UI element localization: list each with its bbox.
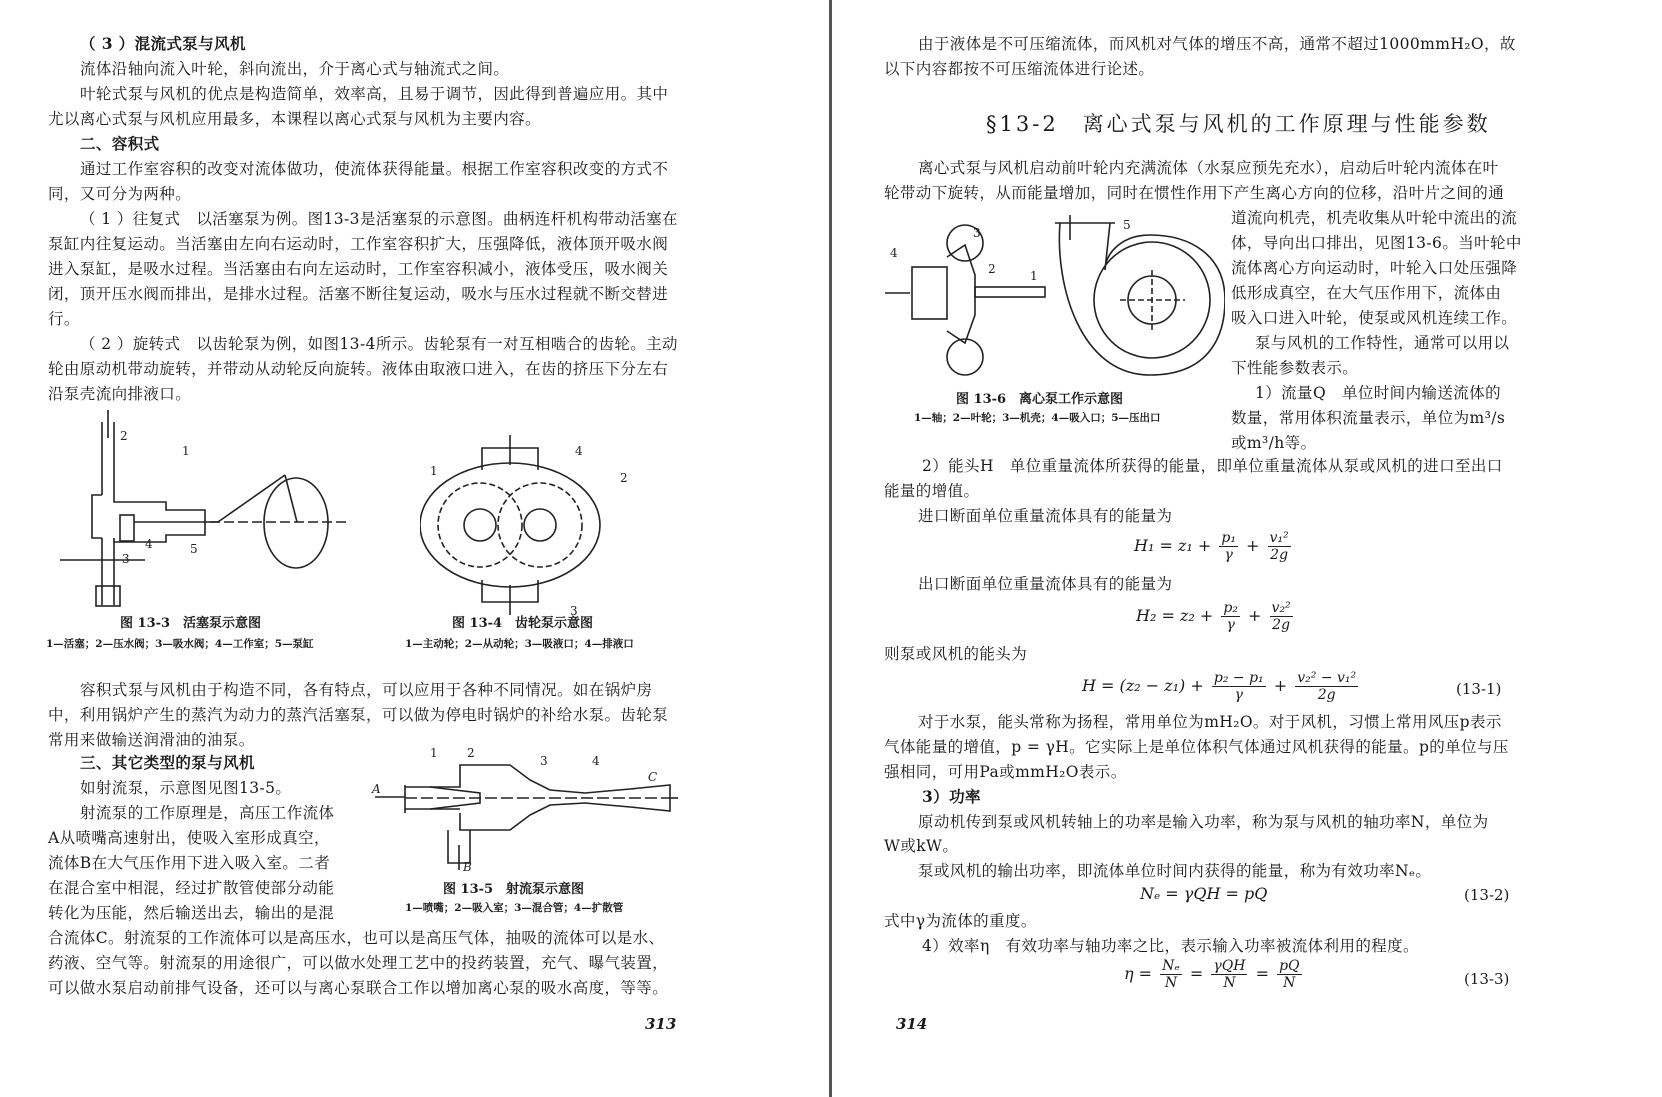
- svg-text:1: 1: [430, 746, 438, 760]
- text-line: 可以做水泵启动前排气设备，还可以与离心泵联合工作以增加离心泵的吸水高度，等等。: [48, 979, 669, 997]
- text-line: W或kW。: [884, 837, 959, 855]
- svg-text:1: 1: [1030, 269, 1038, 283]
- page-314: [834, 0, 1662, 1097]
- text-line: 由于液体是不可压缩流体，而风机对气体的增压不高，通常不超过1000mmH₂O，故: [918, 35, 1516, 53]
- text-line: 行。: [48, 310, 80, 328]
- equation-number: (13-2): [1464, 886, 1510, 904]
- text-line: 在混合室中相混，经过扩散管使部分动能: [48, 879, 335, 897]
- section-title: §13-2 离心式泵与风机的工作原理与性能参数: [986, 112, 1491, 136]
- svg-text:2: 2: [120, 429, 128, 443]
- text-line: 泵与风机的工作特性，通常可以用以: [1255, 334, 1510, 352]
- text-line: A从喷嘴高速射出，使吸入室形成真空，: [48, 829, 330, 847]
- jet-pump-diagram: [370, 745, 680, 875]
- figure-legend-13-4: 1—主动轮；2—从动轮；3—吸液口；4—排液口: [405, 638, 634, 650]
- text-line: 能量的增值。: [884, 482, 980, 500]
- subheading-power: 3）功率: [922, 787, 981, 806]
- svg-text:3: 3: [570, 604, 578, 618]
- heading-positive-displacement: 二、容积式: [80, 134, 160, 153]
- text-line: （ 1 ）往复式 以活塞泵为例。图13-3是活塞泵的示意图。曲柄连杆机构带动活塞在: [80, 210, 678, 228]
- text-line: 流体离心方向运动时，叶轮入口处压强降: [1231, 259, 1518, 277]
- text-line: 射流泵的工作原理是，高压工作流体: [80, 804, 335, 822]
- text-line: 气体能量的增值，p = γH。它实际上是单位体积气体通过风机获得的能量。p的单位与压: [884, 738, 1509, 756]
- figure-legend-13-6: 1—轴；2—叶轮；3—机壳；4—吸入口；5—压出口: [914, 412, 1161, 424]
- text-line: 对于水泵，能头常称为扬程，常用单位为mH₂O。对于风机，习惯上常用风压p表示: [918, 713, 1502, 731]
- text-line: 同，又可分为两种。: [48, 185, 192, 203]
- svg-text:5: 5: [190, 542, 198, 556]
- text-line: 泵或风机的输出功率，即流体单位时间内获得的能量，称为有效功率Nₑ。: [918, 862, 1432, 880]
- figure-legend-13-3: 1—活塞；2—压水阀；3—吸水阀；4—工作室；5—泵缸: [46, 638, 314, 650]
- equation-effective-power: Nₑ = γQH = pQ: [1140, 884, 1268, 903]
- text-line: 式中γ为流体的重度。: [884, 912, 1037, 930]
- text-line: 或m³/h等。: [1231, 434, 1317, 452]
- figure-caption-13-5: 图 13-5 射流泵示意图: [443, 882, 585, 897]
- svg-text:B: B: [463, 860, 472, 874]
- svg-text:4: 4: [145, 537, 153, 551]
- text-line: 原动机传到泵或风机转轴上的功率是输入功率，称为泵与风机的轴功率N，单位为: [918, 813, 1489, 831]
- text-line: 1）流量Q 单位时间内输送流体的: [1255, 384, 1501, 402]
- equation-efficiency: η = $\frac{\text{Nₑ}}{N}$ = $\frac{\text{γQH}}{N}$ = $\frac{pQ}{N}$: [1124, 958, 1300, 991]
- page-number: 314: [896, 1015, 928, 1033]
- equation-inlet-head: H₁ = z₁ + $\frac{\text{p₁}}{\gamma}$ + $\frac{\text{v₁²}}{2g}$: [1134, 530, 1289, 563]
- svg-text:3: 3: [122, 552, 130, 566]
- subheading-mixed-flow: （ 3 ）混流式泵与风机: [80, 34, 246, 53]
- text-line: 中，利用锅炉产生的蒸汽为动力的蒸汽活塞泵，可以做为停电时锅炉的补给水泵。齿轮泵: [48, 706, 669, 724]
- text-line: 药液、空气等。射流泵的用途很广，可以做水处理工艺中的投药装置，充气、曝气装置，: [48, 954, 669, 972]
- text-line: 体，导向出口排出，见图13-6。当叶轮中: [1231, 234, 1522, 252]
- svg-text:3: 3: [973, 226, 981, 240]
- svg-text:2: 2: [988, 262, 996, 276]
- svg-text:C: C: [648, 770, 658, 784]
- text-line: 则泵或风机的能头为: [884, 645, 1028, 663]
- svg-text:4: 4: [890, 246, 898, 260]
- text-line: 轮由原动机带动旋转，并带动从动轮反向旋转。液体由取液口进入，在齿的挤压下分左右: [48, 360, 669, 378]
- svg-text:2: 2: [620, 471, 628, 485]
- text-line: 数量，常用体积流量表示，单位为m³/s: [1231, 409, 1506, 427]
- text-line: 流体B在大气压作用下进入吸入室。二者: [48, 854, 331, 872]
- text-line: 闭，顶开压水阀而排出，是排水过程。活塞不断往复运动，吸水与压水过程就不断交替进: [48, 285, 669, 303]
- text-line: 常用来做输送润滑油的油泵。: [48, 731, 255, 749]
- text-line: 沿泵壳流向排液口。: [48, 385, 192, 403]
- equation-pump-head: H = (z₂ − z₁) + $\frac{\text{p₂ − p₁}}{\gamma}$ + $\frac{\text{v₂² − v₁²}}{2g}$: [1082, 670, 1357, 703]
- svg-text:1: 1: [430, 464, 438, 478]
- equation-number: (13-1): [1456, 680, 1502, 698]
- text-line: 容积式泵与风机由于构造不同，各有特点，可以应用于各种不同情况。如在锅炉房: [80, 681, 653, 699]
- equation-outlet-head: H₂ = z₂ + $\frac{\text{p₂}}{\gamma}$ + $\frac{\text{v₂²}}{2g}$: [1136, 600, 1291, 633]
- text-line: 泵缸内往复运动。当活塞由左向右运动时，工作室容积扩大，压强降低，液体顶开吸水阀: [48, 235, 669, 253]
- svg-text:2: 2: [467, 746, 475, 760]
- figure-caption-13-6: 图 13-6 离心泵工作示意图: [956, 392, 1124, 407]
- text-line: 叶轮式泵与风机的优点是构造简单，效率高，且易于调节，因此得到普遍应用。其中: [80, 85, 669, 103]
- text-line: 转化为压能，然后输送出去，输出的是混: [48, 904, 335, 922]
- figure-caption-13-3: 图 13-3 活塞泵示意图: [120, 616, 262, 631]
- text-line: 强相同，可用Pa或mmH₂O表示。: [884, 763, 1127, 781]
- text-line: 出口断面单位重量流体具有的能量为: [918, 575, 1173, 593]
- svg-text:4: 4: [592, 754, 600, 768]
- text-line: 进入泵缸，是吸水过程。当活塞由右向左运动时，工作室容积减小，液体受压，吸水阀关: [48, 260, 669, 278]
- svg-text:5: 5: [1123, 218, 1131, 232]
- page-number: 313: [645, 1015, 677, 1033]
- text-line: 通过工作室容积的改变对流体做功，使流体获得能量。根据工作室容积改变的方式不: [80, 160, 669, 178]
- equation-number: (13-3): [1464, 970, 1510, 988]
- centrifugal-pump-diagram: [880, 215, 1225, 385]
- text-line: 道流向机壳，机壳收集从叶轮中流出的流: [1231, 209, 1518, 227]
- svg-text:4: 4: [575, 444, 583, 458]
- text-line: 4）效率η 有效功率与轴功率之比，表示输入功率被流体利用的程度。: [922, 937, 1419, 955]
- text-line: 低形成真空，在大气压作用下，流体由: [1231, 284, 1502, 302]
- text-line: 2）能头H 单位重量流体所获得的能量，即单位重量流体从泵或风机的进口至出口: [922, 457, 1503, 475]
- text-line: 轮带动下旋转，从而能量增加，同时在惯性作用下产生离心方向的位移，沿叶片之间的通: [884, 184, 1505, 202]
- page-313: [0, 0, 829, 1097]
- svg-text:3: 3: [540, 754, 548, 768]
- text-line: 以下内容都按不可压缩流体进行论述。: [884, 60, 1155, 78]
- text-line: 合流体C。射流泵的工作流体可以是高压水，也可以是高压气体，抽吸的流体可以是水、: [48, 929, 665, 947]
- text-line: 尤以离心式泵与风机应用最多，本课程以离心式泵与风机为主要内容。: [48, 110, 541, 128]
- text-line: （ 2 ）旋转式 以齿轮泵为例，如图13-4所示。齿轮泵有一对互相啮合的齿轮。主动: [80, 335, 678, 353]
- heading-other-types: 三、其它类型的泵与风机: [80, 753, 255, 772]
- text-line: 流体沿轴向流入叶轮，斜向流出，介于离心式与轴流式之间。: [80, 60, 510, 78]
- text-line: 进口断面单位重量流体具有的能量为: [918, 507, 1173, 525]
- gear-pump-diagram: [420, 430, 640, 620]
- svg-text:A: A: [372, 782, 381, 796]
- text-line: 下性能参数表示。: [1231, 359, 1359, 377]
- text-line: 吸入口进入叶轮，使泵或风机连续工作。: [1231, 309, 1518, 327]
- text-line: 如射流泵，示意图见图13-5。: [80, 779, 292, 797]
- piston-pump-diagram: [50, 410, 370, 610]
- text-line: 离心式泵与风机启动前叶轮内充满流体（水泵应预先充水），启动后叶轮内流体在叶: [918, 159, 1499, 177]
- figure-caption-13-4: 图 13-4 齿轮泵示意图: [452, 616, 594, 631]
- figure-legend-13-5: 1—喷嘴；2—吸入室；3—混合管；4—扩散管: [405, 902, 624, 914]
- svg-text:1: 1: [182, 444, 190, 458]
